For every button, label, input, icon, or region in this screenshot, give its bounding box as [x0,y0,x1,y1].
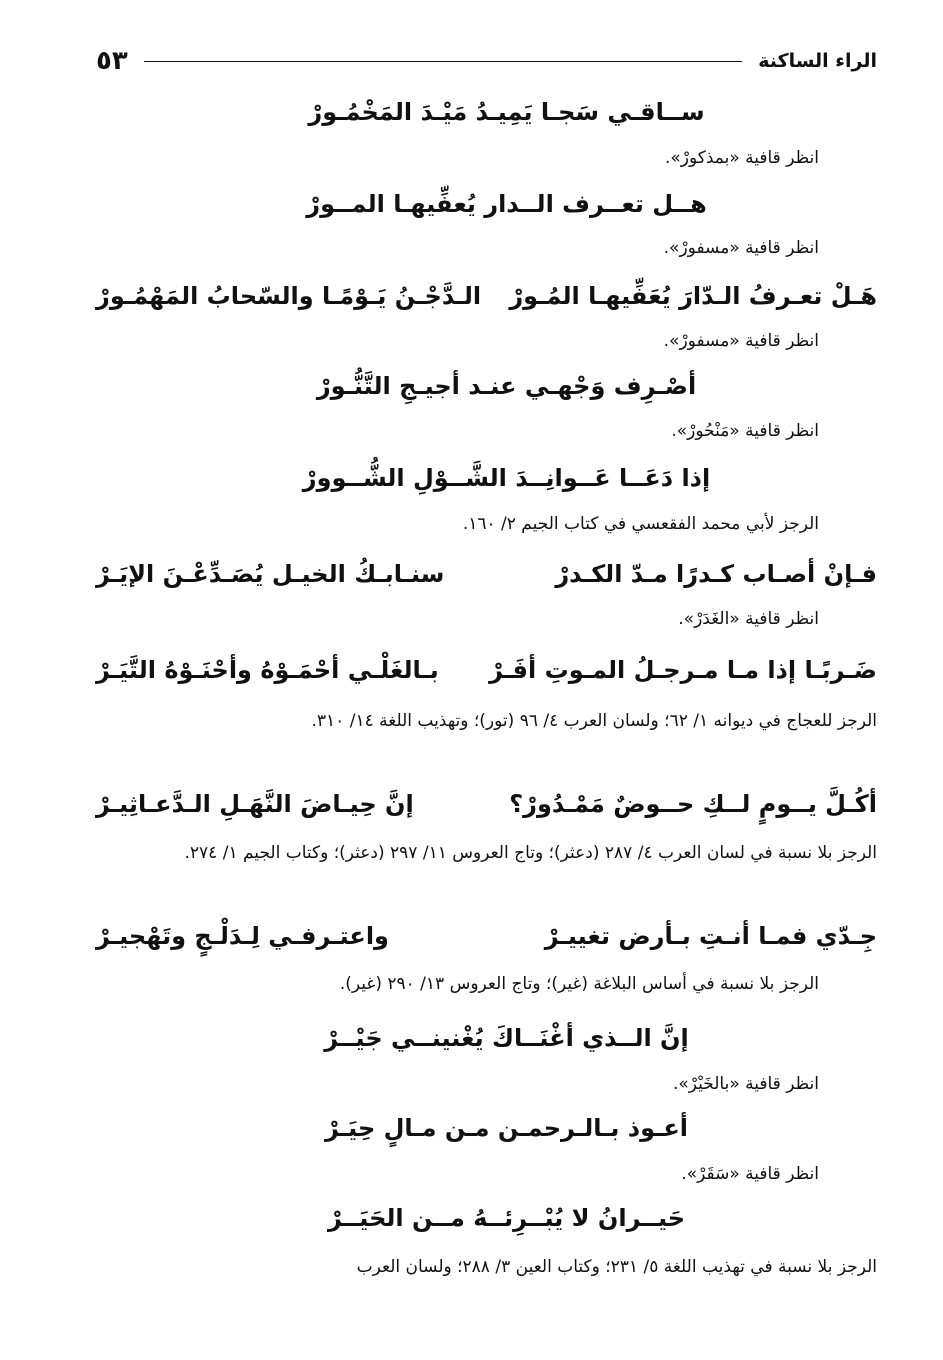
verse-line: إذا دَعَــا عَــوانِــدَ الشَّــوْلِ الشُّــوورْ [302,464,711,492]
verse-first-hemistich: أكُـلَّ يــومٍ لــكِ حــوضٌ مَمْـدُورْ؟ [509,790,877,818]
note-line: انظر قافية «الغَدَرْ». [678,609,819,629]
verse-line: أصْـرِف وَجْهـي عنـد أجيـجِ التَّنُّـورْ [316,372,697,400]
note-line: انظر قافية «مسفورْ». [663,238,819,258]
note-line: الرجز بلا نسبة في تهذيب اللغة ٥/ ٢٣١؛ وكتاب العين ٣/ ٢٨٨؛ ولسان العرب [356,1257,877,1277]
page-number: ٥٣ [96,46,128,76]
note-line: انظر قافية «بمذكورْ». [664,148,819,168]
verse-second-hemistich: بـالغَلْـي أحْمَـوْهُ وأحْنَـوْهُ التَّيَـرْ [96,656,439,684]
verse-second-hemistich: الـدَّجْـنُ يَـوْمًـا والسّحابُ المَهْمُـورْ [96,282,482,310]
verse-line: هــل تعــرف الــدار يُعفِّيهـا المــورْ [306,190,707,218]
verse-line: حَيــرانُ لا يُبْــرِئــهُ مــن الحَيَــرْ [327,1204,686,1232]
note-line: انظر قافية «بالخَيْرْ». [672,1074,819,1094]
verse-second-hemistich: إنَّ حِيـاضَ النَّهَـلِ الـدَّعـاثِيـرْ [96,790,414,818]
verse-couplet [96,922,877,950]
verse-line: ســاقـي سَجـا يَمِيـدُ مَيْـدَ المَخْمُـورْ [308,98,705,126]
verse-line: أعـوذ بـالـرحمـن مـن مـالٍ حِيَـرْ [325,1114,688,1142]
verse-second-hemistich: سنـابـكُ الخيـل يُصَـدِّعْـنَ الإيَـرْ [96,560,445,588]
verse-couplet [96,656,877,684]
note-line: انظر قافية «سَقَرْ». [681,1164,819,1184]
note-line: انظر قافية «مسفورْ». [663,331,819,351]
verse-first-hemistich: هَـلْ تعـرفُ الـدّارَ يُعَفِّيهـا المُـورْ [509,282,877,310]
running-header [96,44,877,78]
note-paragraph: الرجز للعجاج في ديوانه ١/ ٦٢؛ ولسان العرب ٤/ ٩٦ (تور)؛ وتهذيب اللغة ١٤/ ٣١٠. [311,711,877,731]
header-rule [144,61,743,62]
note-line: الرجز بلا نسبة في أساس البلاغة (غير)؛ وتاج العروس ١٣/ ٢٩٠ (غير). [339,974,819,994]
verse-line: إنَّ الــذي أغْنَــاكَ يُغْنينــي جَيْــرْ [324,1024,689,1052]
verse-couplet [96,790,877,818]
verse-first-hemistich: فـإنْ أصـاب كـدرًا مـدّ الكـدرْ [555,560,877,588]
note-line: انظر قافية «مَنْحُورْ». [671,421,819,441]
verse-first-hemistich: جِـدّي فمـا أنـتِ بـأرض تغييـرْ [544,922,877,950]
note-line: الرجز لأبي محمد الفقعسي في كتاب الجيم ٢/ ١٦٠. [462,514,819,534]
verse-first-hemistich: ضَـربًـا إذا مـا مـرجـلُ المـوتِ أفَـرْ [489,656,877,684]
note-paragraph: الرجز بلا نسبة في لسان العرب ٤/ ٢٨٧ (دعثر)؛ وتاج العروس ١١/ ٢٩٧ (دعثر)؛ وكتاب الجيم ١/ ٢٧٤. [184,843,877,863]
verse-couplet [96,560,877,588]
verse-couplet [96,282,877,310]
section-title: الراء الساكنة [758,50,877,72]
verse-second-hemistich: واعتـرفـي لِـدَلْـجٍ وتَهْجيـرْ [96,922,389,950]
